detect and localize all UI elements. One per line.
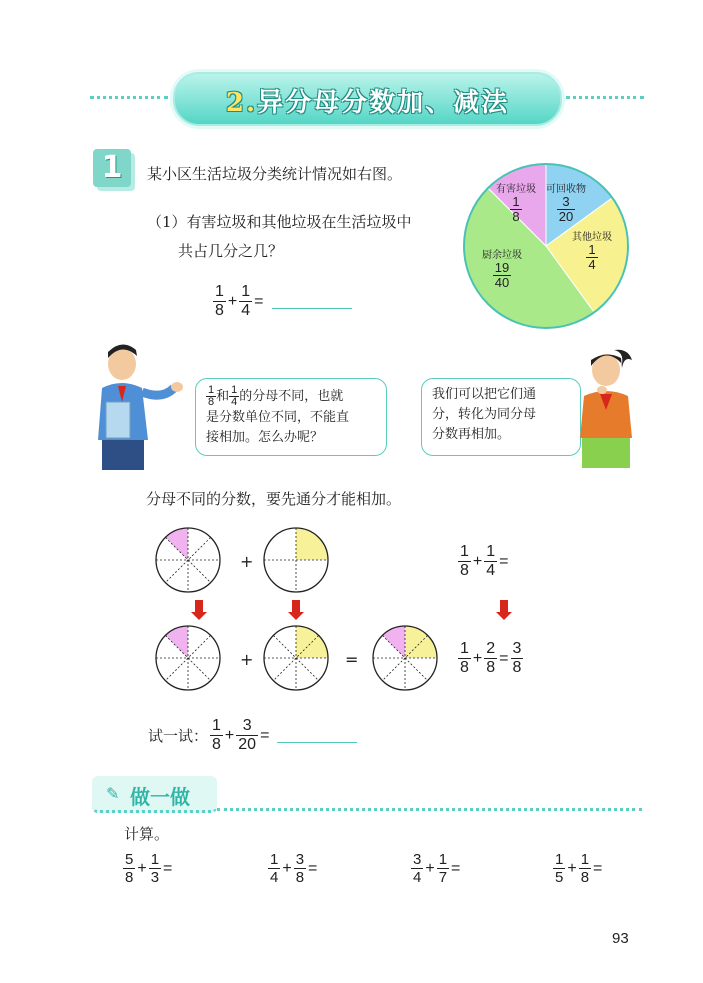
fraction: $\frac{1}{8}$ (215, 283, 224, 319)
pie-label-hazardous: 有害垃圾 $\frac{1}{8}$ (496, 184, 536, 224)
boy-bubble-line2: 是分数单位不同，不能直 (206, 410, 350, 425)
diagram-expression-top: $\frac{1}{8}$ + $\frac{1}{4}$ = (460, 543, 509, 579)
question-line-2: 共占几分之几？ (178, 242, 284, 260)
example-expression: $\frac{1}{8}$ + $\frac{1}{4}$ = (213, 283, 352, 320)
do-it-heading: 做一做 (130, 785, 190, 809)
exercise-3: $\frac{3}{4}$ + $\frac{1}{7}$ = (413, 851, 461, 886)
girl-bubble-line1: 我们可以把它们通 (432, 387, 537, 402)
section-title (226, 82, 509, 119)
try-it-expression: 试一试： $\frac{1}{8}$ + $\frac{3}{20}$ = (146, 717, 357, 754)
title-dots-right (566, 96, 644, 99)
do-it-heading-box (92, 776, 217, 813)
answer-blank[interactable] (272, 294, 352, 309)
circle-three-eighths (373, 626, 437, 690)
boy-bubble-line1: $\frac{1}{8}$ 和 $\frac{1}{4}$ 的分母不同，也就 (208, 384, 344, 408)
plus-sign-top: + (240, 552, 254, 571)
section-title-banner (173, 72, 562, 126)
try-it-label: 试一试： (148, 727, 209, 745)
diagram-expression-bottom: $\frac{1}{8}$ + $\frac{2}{8}$ = $\frac{3}{8}$ (460, 640, 522, 676)
equals-sign: = (345, 650, 359, 669)
down-arrow-icon (292, 600, 300, 614)
example-intro: 某小区生活垃圾分类统计情况如右图。 (147, 165, 403, 183)
boy-illustration (92, 340, 192, 472)
section-title-text: 异分母分数加、减法 (257, 88, 510, 118)
girl-bubble-line3: 分数再相加。 (432, 427, 511, 442)
boy-bubble-line3: 接相加。怎么办呢？ (206, 430, 324, 445)
pie-label-other: 其他垃圾 $\frac{1}{4}$ (572, 232, 612, 272)
circle-one-eighth (156, 528, 220, 592)
down-arrow-icon (500, 600, 508, 614)
circle-one-quarter (264, 528, 328, 592)
exercise-2: $\frac{1}{4}$ + $\frac{3}{8}$ = (270, 851, 318, 886)
circle-one-eighth-b (156, 626, 220, 690)
boy-speech-bubble (195, 378, 387, 456)
pie-label-kitchen: 厨余垃圾 $\frac{19}{40}$ (482, 250, 522, 290)
pie-label-recyclable: 可回收物 $\frac{3}{20}$ (546, 184, 586, 224)
section-divider (217, 808, 642, 811)
section-number: 2. (225, 88, 258, 118)
exercise-4: $\frac{1}{5}$ + $\frac{1}{8}$ = (555, 851, 603, 886)
page-number: 93 (612, 930, 629, 947)
girl-speech-bubble (421, 378, 581, 456)
question-line-1: （1）有害垃圾和其他垃圾在生活垃圾中 (147, 213, 412, 231)
down-arrow-icon (195, 600, 203, 614)
pencil-icon: ✎ (106, 784, 120, 803)
exercise-1: $\frac{5}{8}$ + $\frac{1}{3}$ = (125, 851, 173, 886)
title-dots-left (90, 96, 168, 99)
circle-two-eighths (264, 626, 328, 690)
answer-blank[interactable] (277, 728, 357, 743)
rule-text: 分母不同的分数，要先通分才能相加。 (146, 490, 402, 508)
girl-illustration (574, 346, 638, 472)
calc-instruction: 计算。 (124, 825, 170, 843)
example-number-badge: 1 (93, 149, 131, 187)
fraction: $\frac{1}{4}$ (241, 283, 251, 319)
girl-bubble-line2: 分，转化为同分母 (432, 407, 537, 422)
plus-sign-bottom: + (240, 650, 254, 669)
